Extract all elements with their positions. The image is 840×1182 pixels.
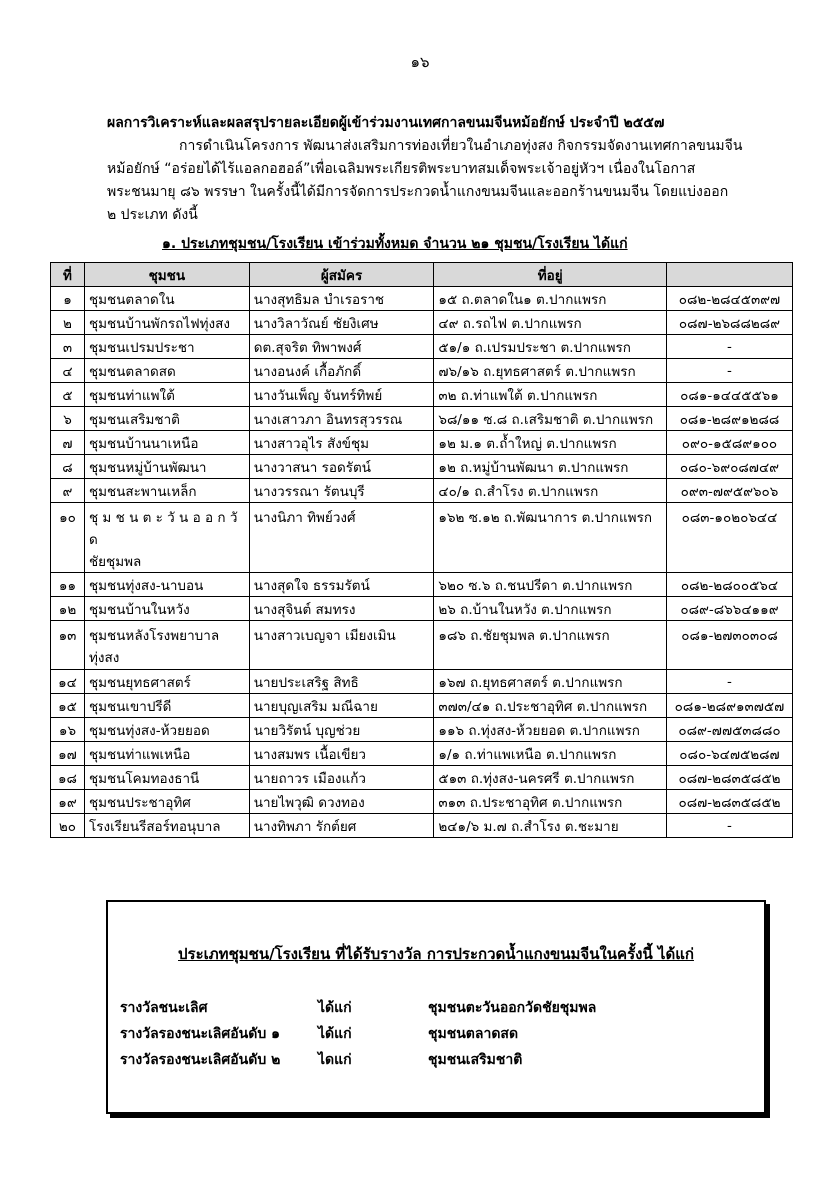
participants-table: [50, 262, 793, 838]
cell-applicant: นางทิพภา รักต์ยศ: [249, 814, 434, 838]
cell-community: ชุมชนท่าแพเหนือ: [84, 742, 249, 766]
cell-no: ๒: [51, 311, 85, 335]
cell-phone: -: [666, 335, 792, 359]
cell-address: ๓๗๓/๔๑ ถ.ประชาอุทิศ ต.ปากแพรก: [434, 694, 667, 718]
table-row: [51, 383, 793, 407]
cell-address: ๖๒๐ ซ.๖ ถ.ชนปรีดา ต.ปากแพรก: [434, 573, 667, 597]
table-row: [51, 597, 793, 621]
cell-address: ๑๒ ม.๑ ต.ถ้ำใหญ่ ต.ปากแพรก: [434, 431, 667, 455]
cell-applicant: นางอนงค์ เกื้อภักดิ์: [249, 359, 434, 383]
cell-applicant: นางวรรณา รัตนบุรี: [249, 479, 434, 503]
award-title: ประเภทชุมชน/โรงเรียน ที่ได้รับรางวัล การประกวดน้ำแกงขนมจีนในครั้งนี้ ได้แก่: [178, 945, 694, 963]
table-row: [51, 766, 793, 790]
section-sub-heading: ๑. ประเภทชุมชน/โรงเรียน เข้าร่วมทั้งหมด จำนวน ๒๑ ชุมชน/โรงเรียน ได้แก่: [162, 236, 628, 252]
table-row: [51, 814, 793, 838]
cell-applicant: นางนิภา ทิพย์วงศ์: [249, 503, 434, 573]
header-address: ที่อยู่: [434, 263, 667, 287]
cell-no: ๑๓: [51, 621, 85, 670]
cell-address: ๓๑๓ ถ.ประชาอุทิศ ต.ปากแพรก: [434, 790, 667, 814]
table-row: [51, 503, 793, 573]
cell-applicant: ดต.สุจริต ทิพาพงศ์: [249, 335, 434, 359]
table-row: [51, 621, 793, 670]
cell-address: ๑๒ ถ.หมู่บ้านพัฒนา ต.ปากแพรก: [434, 455, 667, 479]
cell-no: ๖: [51, 407, 85, 431]
award-got: ได้แก่: [318, 1000, 352, 1016]
cell-address: ๔๐/๑ ถ.สำโรง ต.ปากแพรก: [434, 479, 667, 503]
table-row: [51, 407, 793, 431]
header-community: ชุมชน: [84, 263, 249, 287]
cell-community: ชุมชนหลังโรงพยาบาล ทุ่งสง: [84, 621, 249, 670]
cell-no: ๔: [51, 359, 85, 383]
cell-phone: -: [666, 814, 792, 838]
cell-applicant: นางวันเพ็ญ จันทร์ทิพย์: [249, 383, 434, 407]
cell-community: ชุมชนตลาดใน: [84, 287, 249, 311]
cell-community: ชุมชนโคมทองธานี: [84, 766, 249, 790]
cell-address: ๓๒ ถ.ท่าแพใต้ ต.ปากแพรก: [434, 383, 667, 407]
table-row: [51, 694, 793, 718]
cell-community: ชุมชนบ้านพักรถไฟทุ่งสง: [84, 311, 249, 335]
cell-applicant: นางวิลาวัณย์ ชัยงิเศษ: [249, 311, 434, 335]
cell-phone: ๐๘๐-๖๙๐๘๗๔๙: [666, 455, 792, 479]
cell-address: ๒๖ ถ.บ้านในหวัง ต.ปากแพรก: [434, 597, 667, 621]
paragraph-line: ๒ ประเภท ดังนี้: [107, 207, 198, 223]
award-got: ไดแก่: [318, 1052, 352, 1068]
paragraph-line: หม้อยักษ์ “อร่อยได้ไร้แอลกอฮอล์”เพื่อเฉลิมพระเกียรติพระบาทสมเด็จพระเจ้าอยู่หัวฯ เนื่องในโอกาส: [107, 161, 696, 177]
cell-address: ๔๙ ถ.รถไฟ ต.ปากแพรก: [434, 311, 667, 335]
cell-applicant: นางสุทธิมล บำเรอราช: [249, 287, 434, 311]
cell-phone: ๐๘๗-๒๘๓๕๘๕๒: [666, 766, 792, 790]
report-heading: ผลการวิเคราะห์และผลสรุปรายละเอียดผู้เข้าร่วมงานเทศกาลขนมจีนหม้อยักษ์ ประจำปี ๒๕๕๗: [107, 115, 665, 131]
cell-address: ๕๑๓ ถ.ทุ่งสง-นครศรี ต.ปากแพรก: [434, 766, 667, 790]
cell-address: ๑๕ ถ.ตลาดใน๑ ต.ปากแพรก: [434, 287, 667, 311]
page-number: ๑๖: [410, 53, 430, 71]
cell-phone: ๐๘๙-๗๗๕๓๘๘๐: [666, 718, 792, 742]
award-got: ได้แก่: [318, 1026, 352, 1042]
intro-paragraph: [107, 135, 747, 227]
cell-phone: ๐๘๑-๒๘๙๑๒๘๘: [666, 407, 792, 431]
header-applicant: ผู้สมัคร: [249, 263, 434, 287]
cell-no: ๗: [51, 431, 85, 455]
cell-phone: ๐๘๐-๖๔๗๕๒๘๗: [666, 742, 792, 766]
cell-no: ๒๐: [51, 814, 85, 838]
cell-phone: -: [666, 359, 792, 383]
cell-no: ๓: [51, 335, 85, 359]
cell-no: ๑๕: [51, 694, 85, 718]
cell-community: ชุมชนบ้านในหวัง: [84, 597, 249, 621]
cell-phone: ๐๘๗-๒๘๓๕๘๕๒: [666, 790, 792, 814]
table-row: [51, 573, 793, 597]
cell-phone: ๐๘๓-๑๐๒๐๖๔๔: [666, 503, 792, 573]
table-row: [51, 359, 793, 383]
cell-community: ชุมชนท่าแพใต้: [84, 383, 249, 407]
cell-address: ๖๘/๑๑ ซ.๘ ถ.เสริมชาติ ต.ปากแพรก: [434, 407, 667, 431]
cell-community: ชุมชนบ้านนาเหนือ: [84, 431, 249, 455]
cell-no: ๑๖: [51, 718, 85, 742]
cell-applicant: นางสุดใจ ธรรมรัตน์: [249, 573, 434, 597]
award-name: รางวัลรองชนะเลิศอันดับ ๑: [120, 1026, 280, 1042]
cell-address: ๑๖๗ ถ.ยุทธศาสตร์ ต.ปากแพรก: [434, 670, 667, 694]
award-winner: ชุมชนเสริมชาติ: [428, 1052, 523, 1068]
table-row: [51, 311, 793, 335]
header-no: ที่: [51, 263, 85, 287]
table-row: [51, 718, 793, 742]
cell-phone: ๐๘๑-๒๘๙๑๓๗๕๗: [666, 694, 792, 718]
cell-phone: ๐๘๑-๒๗๓๐๓๐๘: [666, 621, 792, 670]
cell-applicant: นายบุญเสริม มณีฉาย: [249, 694, 434, 718]
cell-no: ๑๙: [51, 790, 85, 814]
table-row: [51, 335, 793, 359]
cell-community: ชุมชนหมู่บ้านพัฒนา: [84, 455, 249, 479]
table-row: [51, 479, 793, 503]
cell-applicant: นางสมพร เนื้อเขียว: [249, 742, 434, 766]
award-winner: ชุมชนตลาดสด: [428, 1026, 519, 1042]
award-box: [106, 900, 766, 1114]
table-row: [51, 455, 793, 479]
cell-phone: ๐๘๗-๒๖๘๘๒๘๙: [666, 311, 792, 335]
cell-no: ๑๐: [51, 503, 85, 573]
cell-community: ชุมชนเปรมประชา: [84, 335, 249, 359]
cell-no: ๑: [51, 287, 85, 311]
table-row: [51, 431, 793, 455]
table-row: [51, 742, 793, 766]
cell-phone: ๐๘๑-๑๔๔๕๕๖๑: [666, 383, 792, 407]
cell-phone: ๐๙๓-๗๙๕๙๖๐๖: [666, 479, 792, 503]
table-header-row: [51, 263, 793, 287]
cell-applicant: นายถาวร เมืองแก้ว: [249, 766, 434, 790]
cell-address: ๕๑/๑ ถ.เปรมประชา ต.ปากแพรก: [434, 335, 667, 359]
cell-community: ชุมชนตลาดสด: [84, 359, 249, 383]
cell-no: ๘: [51, 455, 85, 479]
cell-community: ชุมชนทุ่งสง-นาบอน: [84, 573, 249, 597]
cell-address: ๑๑๖ ถ.ทุ่งสง-ห้วยยอด ต.ปากแพรก: [434, 718, 667, 742]
cell-community: ชุมชนสะพานเหล็ก: [84, 479, 249, 503]
table-body: [51, 287, 793, 838]
cell-no: ๙: [51, 479, 85, 503]
cell-community: โรงเรียนรีสอร์ทอนุบาล: [84, 814, 249, 838]
cell-phone: ๐๙๐-๑๕๘๙๑๐๐: [666, 431, 792, 455]
cell-community: ชุมชนเขาปรีดี: [84, 694, 249, 718]
cell-address: ๑๖๒ ซ.๑๒ ถ.พัฒนาการ ต.ปากแพรก: [434, 503, 667, 573]
table-row: [51, 790, 793, 814]
cell-applicant: นางวาสนา รอดรัตน์: [249, 455, 434, 479]
cell-address: ๑/๑ ถ.ท่าแพเหนือ ต.ปากแพรก: [434, 742, 667, 766]
cell-applicant: นางเสาวภา อินทรสุวรรณ: [249, 407, 434, 431]
cell-community: ชุมชนประชาอุทิศ: [84, 790, 249, 814]
cell-community: ชุมชนทุ่งสง-ห้วยยอด: [84, 718, 249, 742]
paragraph-line: การดำเนินโครงการ พัฒนาส่งเสริมการท่องเที่ยวในอำเภอทุ่งสง กิจกรรมจัดงานเทศกาลขนมจีน: [179, 138, 743, 154]
cell-no: ๑๒: [51, 597, 85, 621]
cell-applicant: นางสาวอุไร สังข์ชุม: [249, 431, 434, 455]
cell-applicant: นายไพวุฒิ ดวงทอง: [249, 790, 434, 814]
header-phone: [666, 263, 792, 287]
paragraph-line: พระชนมายุ ๘๖ พรรษา ในครั้งนี้ได้มีการจัดการประกวดน้ำแกงขนมจีนและออกร้านขนมจีน โดยแบ่งออก: [107, 184, 729, 200]
cell-applicant: นางสุจินต์ สมทรง: [249, 597, 434, 621]
table-row: [51, 670, 793, 694]
table-row: [51, 287, 793, 311]
award-name: รางวัลรองชนะเลิศอันดับ ๒: [120, 1052, 281, 1068]
award-name: รางวัลชนะเลิศ: [120, 1000, 208, 1016]
cell-no: ๕: [51, 383, 85, 407]
cell-no: ๑๔: [51, 670, 85, 694]
cell-phone: ๐๘๙-๘๖๖๔๑๑๙: [666, 597, 792, 621]
cell-address: ๑๘๖ ถ.ชัยชุมพล ต.ปากแพรก: [434, 621, 667, 670]
cell-phone: ๐๘๒-๒๘๐๐๕๖๔: [666, 573, 792, 597]
cell-community: ชุมชนเสริมชาติ: [84, 407, 249, 431]
cell-phone: ๐๘๒-๒๘๔๕๓๙๗: [666, 287, 792, 311]
cell-address: ๗๖/๑๖ ถ.ยุทธศาสตร์ ต.ปากแพรก: [434, 359, 667, 383]
cell-no: ๑๗: [51, 742, 85, 766]
cell-no: ๑๑: [51, 573, 85, 597]
cell-phone: -: [666, 670, 792, 694]
cell-applicant: นายวิรัตน์ บุญช่วย: [249, 718, 434, 742]
cell-community: ชุมชนยุทธศาสตร์: [84, 670, 249, 694]
cell-applicant: นายประเสริฐ สิทธิ: [249, 670, 434, 694]
cell-address: ๒๔๑/๖ ม.๗ ถ.สำโรง ต.ชะมาย: [434, 814, 667, 838]
cell-applicant: นางสาวเบญจา เมียงเมิน: [249, 621, 434, 670]
award-winner: ชุมชนตะวันออกวัดชัยชุมพล: [428, 1000, 597, 1016]
cell-no: ๑๘: [51, 766, 85, 790]
cell-community: ชุ ม ช น ต ะ วั น อ อ ก วั ด ชัยชุมพล: [84, 503, 249, 573]
